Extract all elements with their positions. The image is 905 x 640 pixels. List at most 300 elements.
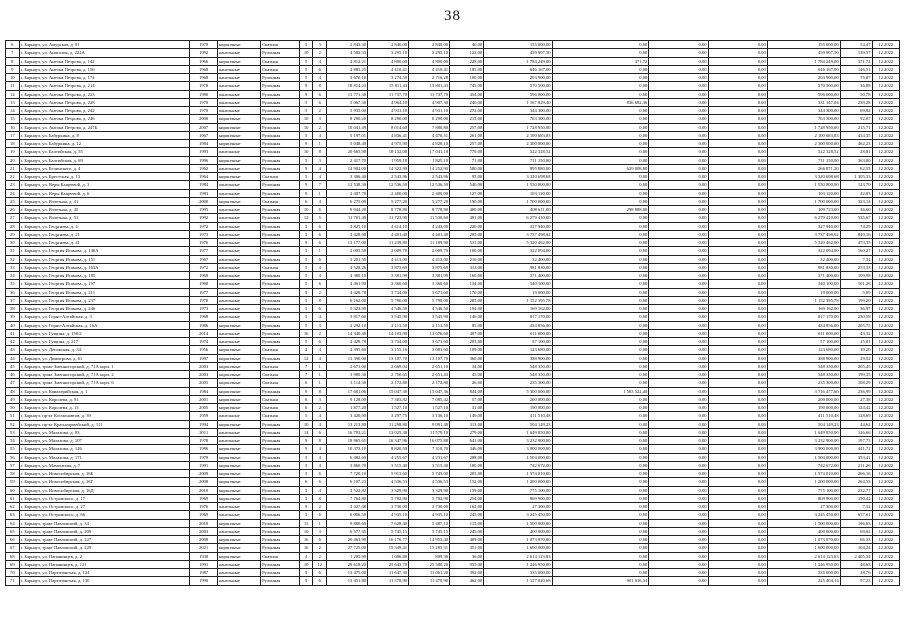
cell-budget-cost: 0,00 (649, 280, 708, 288)
cell-entrances: 2 (313, 107, 327, 115)
cell-living-area: 4 536,53 (368, 478, 409, 486)
cell-residents: 531,00 (450, 239, 484, 247)
table-row (6, 74, 900, 82)
cell-budget-cost: 0,00 (649, 255, 708, 263)
cell-completion-date: 12.2022 (872, 280, 899, 288)
cell-living-area: 3 730,00 (368, 503, 409, 511)
cell-year-built: 1956 (190, 346, 217, 354)
cell-owners-cost: 3 716 477,60 (767, 387, 840, 395)
cell-residents: 215,00 (450, 115, 484, 123)
cell-budget-cost: 0,00 (649, 379, 708, 387)
cell-fund-cost: 0,00 (552, 90, 649, 98)
cell-municipal-cost: 0,00 (708, 173, 767, 181)
cell-municipal-cost: 0,00 (708, 486, 767, 494)
cell-owners-cost: 6 279 410,00 (767, 214, 840, 222)
cell-fund-cost: 0,00 (552, 437, 649, 445)
table-row (6, 445, 900, 453)
cell-residential-area: 3 671,60 (409, 288, 450, 296)
cell-budget-cost: 0,00 (649, 173, 708, 181)
cell-total-area: 2 407,70 (327, 189, 368, 197)
cell-total-cost: 3 900 000,00 (484, 445, 552, 453)
table-row (6, 173, 900, 181)
cell-total-area: 1 205,90 (327, 552, 368, 560)
cell-budget-cost: 0,00 (649, 371, 708, 379)
cell-residential-area: 11 189,90 (409, 239, 450, 247)
cell-total-cost: 548 350,00 (484, 362, 552, 370)
cell-living-area: 4 935,10 (368, 511, 409, 519)
cell-living-area: 1 086,80 (368, 552, 409, 560)
cell-row-number: 6 (6, 41, 20, 49)
cell-total-cost: 155 000,00 (484, 41, 552, 49)
cell-entrances: 2 (313, 288, 327, 296)
cell-floors: 5 (299, 74, 313, 82)
cell-fund-cost: 0,00 (552, 354, 649, 362)
cell-roof-type: Рулонная (261, 305, 300, 313)
cell-living-area: 5 745,15 (368, 527, 409, 535)
cell-address: г. Барнаул, ул. Георгия Исакова, д. 140А (19, 247, 190, 255)
cell-total-area: 16 793,21 (327, 428, 368, 436)
cell-residential-area: 14 953,40 (409, 536, 450, 544)
cell-address: г. Барнаул, ул. Островского, д. 17 (19, 494, 190, 502)
cell-row-number: 54 (6, 437, 20, 445)
cell-roof-type: Рулонная (261, 503, 300, 511)
cell-entrances: 4 (313, 354, 327, 362)
cell-residents: 313,00 (450, 263, 484, 271)
cell-total-area: 28 618,20 (327, 560, 368, 568)
cell-entrances: 1 (313, 371, 327, 379)
cell-total-cost: 1 700 000,00 (484, 197, 552, 205)
cell-floors: 5 (299, 65, 313, 73)
table-row (6, 239, 900, 247)
cell-row-number: 41 (6, 329, 20, 337)
cell-residents: 160,00 (450, 272, 484, 280)
cell-wall-material: панельные (217, 503, 260, 511)
cell-budget-cost: 0,00 (649, 313, 708, 321)
cell-owners-cost: 1 649 850,00 (767, 428, 840, 436)
cell-entrances: 2 (313, 404, 327, 412)
cell-row-number: 47 (6, 379, 20, 387)
table-row (6, 412, 900, 420)
cell-address: г. Барнаул, ул. Гущина, д. 150/2 (19, 329, 190, 337)
cell-municipal-cost: 0,00 (708, 527, 767, 535)
cell-address: г. Барнаул, ул. Анатолия, д. 224А (19, 49, 190, 57)
cell-owners-cost: 434 856,00 (767, 321, 840, 329)
cell-entrances: 6 (313, 577, 327, 585)
cell-fund-cost: 0,00 (552, 189, 649, 197)
cell-total-cost: 742 672,00 (484, 461, 552, 469)
cell-owners-cost: 109 723,00 (767, 206, 840, 214)
cell-floors: 9 (299, 445, 313, 453)
cell-year-built: 1986 (190, 321, 217, 329)
cell-fund-cost: 901 616,54 (552, 577, 649, 585)
cell-fund-cost: 0,00 (552, 148, 649, 156)
cell-wall-material: панельные (217, 272, 260, 280)
cell-address: г. Барнаул, пр-кт Красноармейский, д. 111 (19, 420, 190, 428)
cell-completion-date: 12.2022 (872, 214, 899, 222)
cell-address: г. Барнаул, ул. Островского, д. 66 (19, 511, 190, 519)
cell-total-area: 4 825,10 (327, 222, 368, 230)
cell-wall-material: кирпичные (217, 41, 260, 49)
table-row (6, 577, 900, 585)
cell-municipal-cost: 0,00 (708, 346, 767, 354)
cell-residential-area: 809,30 (409, 552, 450, 560)
cell-owners-cost: 3 320 698,68 (767, 173, 840, 181)
cell-roof-type: Рулонная (261, 354, 300, 362)
cell-living-area: 11 723,90 (368, 214, 409, 222)
cell-year-built: 1977 (190, 288, 217, 296)
cell-budget-cost: 0,00 (649, 197, 708, 205)
cell-wall-material: кирпичные (217, 470, 260, 478)
cell-roof-type: Рулонная (261, 272, 300, 280)
cell-row-number: 26 (6, 206, 20, 214)
cell-floors: 9 (299, 503, 313, 511)
cell-fund-cost: 298 888,00 (552, 206, 649, 214)
cell-residents: 149,00 (450, 412, 484, 420)
cell-residential-area: 7 310,70 (409, 445, 450, 453)
cell-owners-cost: 763 300,00 (767, 115, 840, 123)
cell-owners-cost: 200 000,00 (767, 395, 840, 403)
cell-wall-material: панельные (217, 255, 260, 263)
cell-living-area: 11 378,90 (368, 577, 409, 585)
cell-total-cost: 1 504 000,00 (484, 453, 552, 461)
cell-fund-cost: 0,00 (552, 494, 649, 502)
cell-completion-date: 12.2022 (872, 65, 899, 73)
cell-completion-date: 12.2022 (872, 445, 899, 453)
cell-entrances: 6 (313, 206, 327, 214)
cell-budget-cost: 0,00 (649, 486, 708, 494)
cell-fund-cost: 0,00 (552, 173, 649, 181)
cell-wall-material: кирпичные (217, 115, 260, 123)
cell-residential-area: 4 231,67 (409, 453, 450, 461)
cell-fund-cost: 0,00 (552, 280, 649, 288)
cell-floors: 9 (299, 164, 313, 172)
cell-total-cost: 27 300,00 (484, 503, 552, 511)
cell-completion-date: 12.2022 (872, 156, 899, 164)
cell-municipal-cost: 0,00 (708, 255, 767, 263)
cell-unit-cost: 50,78 (840, 90, 872, 98)
cell-floors: 7 (299, 371, 313, 379)
cell-year-built: 1986 (190, 445, 217, 453)
cell-roof-type: Скатная (261, 173, 300, 181)
cell-row-number: 34 (6, 272, 20, 280)
cell-total-area: 4 428,90 (327, 230, 368, 238)
cell-residential-area: 5 745,15 (409, 527, 450, 535)
table-row (6, 230, 900, 238)
cell-total-cost: 611 000,00 (484, 329, 552, 337)
cell-unit-cost: 205,75 (840, 321, 872, 329)
cell-living-area: 11 737,70 (368, 90, 409, 98)
cell-owners-cost: 1 246 950,00 (767, 560, 840, 568)
cell-completion-date: 12.2022 (872, 123, 899, 131)
table-row (6, 156, 900, 164)
cell-completion-date: 12.2022 (872, 206, 899, 214)
table-row (6, 503, 900, 511)
cell-completion-date: 12.2022 (872, 230, 899, 238)
cell-budget-cost: 0,00 (649, 437, 708, 445)
cell-completion-date: 12.2022 (872, 527, 899, 535)
cell-fund-cost: 0,00 (552, 296, 649, 304)
cell-residents: 194,00 (450, 305, 484, 313)
cell-completion-date: 12.2022 (872, 511, 899, 519)
cell-total-cost: 1 200 000,00 (484, 478, 552, 486)
cell-roof-type: Рулонная (261, 519, 300, 527)
cell-address: г. Барнаул, ул. Малахова, д. 171 (19, 453, 190, 461)
cell-entrances: 4 (313, 197, 327, 205)
cell-municipal-cost: 0,00 (708, 74, 767, 82)
cell-address: г. Барнаул, ул. Новосибирская, д. 16Д (19, 486, 190, 494)
cell-roof-type: Рулонная (261, 239, 300, 247)
cell-unit-cost: 139,57 (840, 49, 872, 57)
cell-owners-cost: 611 000,00 (767, 329, 840, 337)
cell-row-number: 8 (6, 57, 20, 65)
cell-wall-material: кирпичные (217, 552, 260, 560)
cell-municipal-cost: 0,00 (708, 387, 767, 395)
cell-roof-type: Скатная (261, 41, 300, 49)
cell-residents: 745,00 (450, 82, 484, 90)
cell-entrances: 4 (313, 412, 327, 420)
cell-entrances: 6 (313, 255, 327, 263)
cell-fund-cost: 0,00 (552, 65, 649, 73)
cell-address: г. Барнаул, ул. Белинского, д. 4 (19, 164, 190, 172)
cell-budget-cost: 0,00 (649, 321, 708, 329)
table-row (6, 107, 900, 115)
cell-entrances: 8 (313, 437, 327, 445)
cell-floors: 10 (299, 148, 313, 156)
cell-year-built: 1983 (190, 189, 217, 197)
cell-budget-cost: 0,00 (649, 181, 708, 189)
cell-entrances: 6 (313, 98, 327, 106)
cell-municipal-cost: 0,00 (708, 338, 767, 346)
cell-total-cost: 869 900,00 (484, 494, 552, 502)
cell-fund-cost: 0,00 (552, 214, 649, 222)
cell-year-built: 1973 (190, 230, 217, 238)
cell-unit-cost: 54,47 (840, 41, 872, 49)
cell-residents: 34,00 (450, 362, 484, 370)
cell-owners-cost: 340 100,00 (767, 280, 840, 288)
cell-wall-material: кирпичные (217, 519, 260, 527)
cell-unit-cost: 104,24 (840, 544, 872, 552)
cell-year-built: 2010 (190, 486, 217, 494)
cell-entrances: 8 (313, 296, 327, 304)
cell-completion-date: 12.2022 (872, 329, 899, 337)
cell-roof-type: Рулонная (261, 420, 300, 428)
cell-living-area: 7 628,40 (368, 519, 409, 527)
cell-owners-cost: 522 328,52 (767, 148, 840, 156)
cell-floors: 16 (299, 329, 313, 337)
cell-residential-area: 5 487,10 (409, 519, 450, 527)
cell-entrances: 2 (313, 329, 327, 337)
cell-total-area: 17 681,06 (327, 387, 368, 395)
cell-residential-area: 9 091,40 (409, 420, 450, 428)
cell-row-number: 48 (6, 387, 20, 395)
table-row (6, 371, 900, 379)
cell-completion-date: 12.2022 (872, 107, 899, 115)
cell-residents: 159,00 (450, 486, 484, 494)
cell-residential-area: 7 880,80 (409, 123, 450, 131)
cell-total-cost: 522 328,52 (484, 148, 552, 156)
cell-unit-cost: 44,62 (840, 420, 872, 428)
cell-total-cost: 646 167,00 (484, 65, 552, 73)
cell-row-number: 43 (6, 346, 20, 354)
cell-residential-area: 15 047,36 (409, 387, 450, 395)
cell-total-cost: 2 300 000,00 (484, 140, 552, 148)
cell-residential-area: 5 745,00 (409, 470, 450, 478)
cell-address: г. Барнаул, пр-кт Космонавтов, д. 39 (19, 412, 190, 420)
cell-address: г. Барнаул, тракт Павловский, д. 209 (19, 527, 190, 535)
cell-unit-cost: 146,51 (840, 65, 872, 73)
cell-residential-area: 4 536,53 (409, 478, 450, 486)
cell-budget-cost: 0,00 (649, 445, 708, 453)
cell-address: г. Барнаул, ул. Кавалерийская, д. 1 (19, 387, 190, 395)
cell-total-cost: 1 167 829,40 (484, 98, 552, 106)
cell-entrances: 1 (313, 247, 327, 255)
cell-fund-cost: 0,00 (552, 230, 649, 238)
cell-owners-cost: 548 350,00 (767, 371, 840, 379)
cell-fund-cost: 0,00 (552, 453, 649, 461)
cell-wall-material: панельные (217, 296, 260, 304)
cell-roof-type: Скатная (261, 362, 300, 370)
cell-total-cost: 5 320 462,00 (484, 239, 552, 247)
cell-total-cost: 1 784 249,00 (484, 57, 552, 65)
cell-total-area: 6 006,50 (327, 511, 368, 519)
cell-residential-area: 2 543,96 (409, 173, 450, 181)
cell-living-area: 8 778,80 (368, 206, 409, 214)
cell-unit-cost: 66,33 (840, 536, 872, 544)
cell-wall-material: кирпичные (217, 478, 260, 486)
cell-row-number: 30 (6, 239, 20, 247)
table-row (6, 288, 900, 296)
table-row (6, 354, 900, 362)
cell-owners-cost: 344 300,00 (767, 107, 840, 115)
cell-fund-cost: 0,00 (552, 470, 649, 478)
cell-total-cost: 2 100 683,83 (484, 131, 552, 139)
cell-floors: 5 (299, 230, 313, 238)
cell-living-area: 11 298,80 (368, 420, 409, 428)
cell-unit-cost: 128,69 (840, 412, 872, 420)
cell-roof-type: Рулонная (261, 90, 300, 98)
cell-completion-date: 12.2022 (872, 288, 899, 296)
table-row (6, 362, 900, 370)
cell-residential-area: 4 243,00 (409, 222, 450, 230)
cell-year-built: 2008 (190, 478, 217, 486)
cell-residents: 210,00 (450, 255, 484, 263)
cell-owners-cost: 869 900,00 (767, 494, 840, 502)
cell-municipal-cost: 0,00 (708, 156, 767, 164)
cell-living-area: 13 025,38 (368, 428, 409, 436)
cell-completion-date: 12.2022 (872, 371, 899, 379)
cell-living-area: 2 400,00 (368, 189, 409, 197)
cell-owners-cost: 327 940,00 (767, 222, 840, 230)
cell-municipal-cost: 0,00 (708, 272, 767, 280)
cell-row-number: 57 (6, 461, 20, 469)
cell-floors: 9 (299, 82, 313, 90)
cell-unit-cost: 74,29 (840, 222, 872, 230)
cell-completion-date: 12.2022 (872, 420, 899, 428)
cell-total-area: 4 528,26 (327, 263, 368, 271)
cell-unit-cost: 535,67 (840, 214, 872, 222)
cell-wall-material: панельные (217, 189, 260, 197)
cell-residents: 180,00 (450, 461, 484, 469)
cell-municipal-cost: 0,00 (708, 544, 767, 552)
cell-address: г. Барнаул, ул. Взлетная, д. 51 (19, 214, 190, 222)
cell-living-area: 3 545,90 (368, 313, 409, 321)
cell-entrances: 4 (313, 445, 327, 453)
cell-municipal-cost: 0,00 (708, 560, 767, 568)
cell-completion-date: 12.2022 (872, 189, 899, 197)
cell-wall-material: панельные (217, 577, 260, 585)
cell-roof-type: Скатная (261, 404, 300, 412)
cell-unit-cost: 657,61 (840, 511, 872, 519)
cell-address: г. Барнаул, ул. Горно-Алтайская, д. 16А (19, 321, 190, 329)
cell-residential-area: 12 536,50 (409, 181, 450, 189)
cell-municipal-cost: 0,00 (708, 181, 767, 189)
cell-fund-cost: 0,00 (552, 527, 649, 535)
cell-municipal-cost: 0,00 (708, 263, 767, 271)
cell-wall-material: панельные (217, 263, 260, 271)
cell-budget-cost: 0,00 (649, 57, 708, 65)
cell-budget-cost: 0,00 (649, 263, 708, 271)
cell-year-built: 2014 (190, 329, 217, 337)
cell-residential-area: 3 545,90 (409, 313, 450, 321)
cell-living-area: 2 009,70 (368, 247, 409, 255)
cell-unit-cost: 236,99 (840, 387, 872, 395)
cell-wall-material: панельные (217, 181, 260, 189)
cell-municipal-cost: 0,00 (708, 239, 767, 247)
cell-row-number: 62 (6, 503, 20, 511)
cell-owners-cost: 570 500,00 (767, 82, 840, 90)
cell-municipal-cost: 0,00 (708, 41, 767, 49)
cell-residential-area: 11 061,20 (409, 569, 450, 577)
cell-row-number: 21 (6, 164, 20, 172)
cell-budget-cost: 0,00 (649, 503, 708, 511)
cell-unit-cost: 441,72 (840, 445, 872, 453)
cell-fund-cost: 0,00 (552, 404, 649, 412)
cell-roof-type: Рулонная (261, 494, 300, 502)
cell-completion-date: 12.2022 (872, 247, 899, 255)
cell-address: г. Барнаул, ул. Антона Петрова, д. 246 (19, 115, 190, 123)
cell-living-area: 4 800,00 (368, 57, 409, 65)
table-row (6, 272, 900, 280)
cell-roof-type: Рулонная (261, 560, 300, 568)
cell-year-built: 1978 (190, 82, 217, 90)
cell-floors: 9 (299, 437, 313, 445)
cell-year-built: 1972 (190, 263, 217, 271)
cell-residents: 409,00 (450, 536, 484, 544)
cell-roof-type: Рулонная (261, 230, 300, 238)
table-row (6, 404, 900, 412)
table-row (6, 181, 900, 189)
cell-wall-material: кирпичные (217, 123, 260, 131)
cell-address: г. Барнаул, тракт Змеиногорский, д. 71А корп. 6 (19, 379, 190, 387)
cell-roof-type: Рулонная (261, 131, 300, 139)
cell-unit-cost: 123,70 (840, 181, 872, 189)
cell-fund-cost: 0,00 (552, 313, 649, 321)
cell-wall-material: кирпичные (217, 494, 260, 502)
cell-wall-material: панельные (217, 280, 260, 288)
cell-year-built: 1969 (190, 511, 217, 519)
cell-address: г. Барнаул, ул. Георгия Исакова, д. 151 (19, 255, 190, 263)
cell-address: г. Барнаул, тракт Павловский, д. 229 (19, 544, 190, 552)
table-row (6, 478, 900, 486)
cell-row-number: 13 (6, 98, 20, 106)
cell-address: г. Барнаул, тракт Павловский, д. 227 (19, 536, 190, 544)
cell-address: г. Барнаул, ул. Георгия Исакова, д. 237 (19, 296, 190, 304)
cell-entrances: 6 (313, 90, 327, 98)
cell-roof-type: Рулонная (261, 280, 300, 288)
cell-living-area: 2 840,00 (368, 41, 409, 49)
cell-owners-cost: 235 300,00 (767, 379, 840, 387)
cell-residents: 392,00 (450, 569, 484, 577)
